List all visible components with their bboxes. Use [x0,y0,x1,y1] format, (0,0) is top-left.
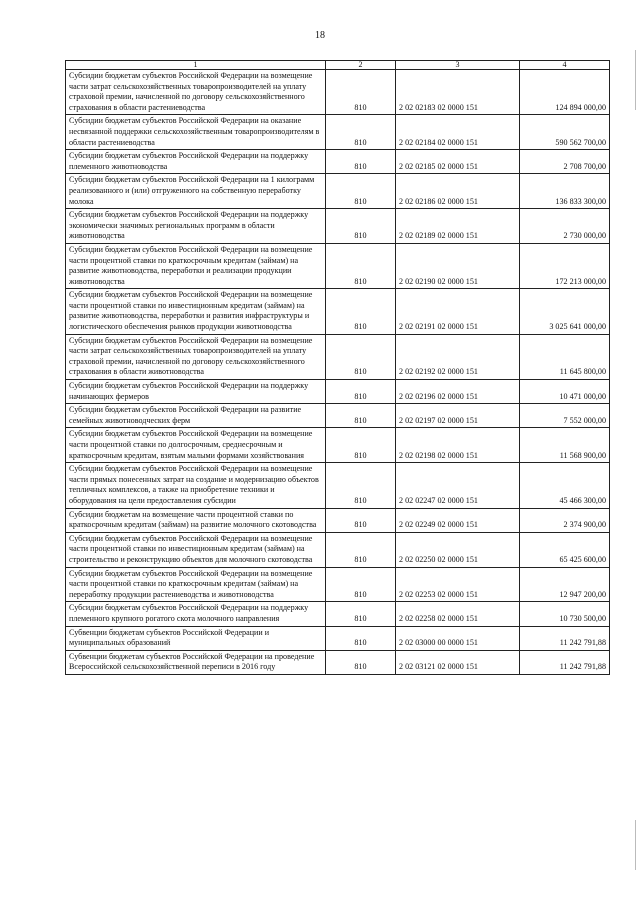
row-amount-cell: 2 730 000,00 [520,209,610,244]
row-budget-code-cell: 2 02 02197 02 0000 151 [396,404,520,428]
margin-scan-mark [635,820,636,870]
row-admin-code-cell: 810 [326,404,396,428]
table-row [66,209,610,244]
row-amount-cell: 172 213 000,00 [520,243,610,288]
table-row [66,70,610,115]
table-row [66,602,610,626]
row-amount-cell: 10 471 000,00 [520,380,610,404]
row-amount-cell: 3 025 641 000,00 [520,289,610,334]
budget-table [65,60,610,675]
row-admin-code-cell: 810 [326,508,396,532]
row-budget-code-cell: 2 02 03121 02 0000 151 [396,650,520,674]
row-amount-cell: 136 833 300,00 [520,174,610,209]
row-budget-code-cell: 2 02 02184 02 0000 151 [396,115,520,150]
table-row [66,626,610,650]
table-row [66,115,610,150]
row-admin-code-cell: 810 [326,289,396,334]
row-name-cell: Субсидии бюджетам субъектов Российской Федерации на возмещение части затрат сельскохозяйственных товаропроизводителей на уплату страховой премии, начисленной по договору сельскохозяйственного страхования в области животноводства [66,334,326,379]
row-admin-code-cell: 810 [326,532,396,567]
row-amount-cell: 11 645 800,00 [520,334,610,379]
table-row [66,380,610,404]
row-name-cell: Субвенции бюджетам субъектов Российской Федерации на проведение Всероссийской сельскохозяйственной переписи в 2016 году [66,650,326,674]
row-budget-code-cell: 2 02 02196 02 0000 151 [396,380,520,404]
row-name-cell: Субсидии бюджетам субъектов Российской Федерации на возмещение части прямых понесенных затрат на создание и модернизацию объектов тепличных комплексов, а также на приобретение техники и оборудования на цели предоставления субсидии [66,463,326,508]
row-budget-code-cell: 2 02 02191 02 0000 151 [396,289,520,334]
row-amount-cell: 12 947 200,00 [520,567,610,602]
row-budget-code-cell: 2 02 02258 02 0000 151 [396,602,520,626]
row-budget-code-cell: 2 02 02192 02 0000 151 [396,334,520,379]
row-budget-code-cell: 2 02 02249 02 0000 151 [396,508,520,532]
table-row [66,404,610,428]
table-body [66,70,610,675]
row-admin-code-cell: 810 [326,115,396,150]
row-name-cell: Субсидии бюджетам субъектов Российской Федерации на развитие семейных животноводческих ферм [66,404,326,428]
row-admin-code-cell: 810 [326,650,396,674]
row-name-cell: Субсидии бюджетам субъектов Российской Федерации на возмещение части процентной ставки по долгосрочным, среднесрочным и краткосрочным кредитам, взятым малыми формами хозяйствования [66,428,326,463]
row-admin-code-cell: 810 [326,70,396,115]
row-name-cell: Субсидии бюджетам субъектов Российской Федерации на возмещение части затрат сельскохозяйственных товаропроизводителей на уплату страховой премии, начисленной по договору сельскохозяйственного страхования в области растениеводства [66,70,326,115]
row-name-cell: Субвенции бюджетам субъектов Российской Федерации и муниципальных образований [66,626,326,650]
row-amount-cell: 2 708 700,00 [520,150,610,174]
column-header: 3 [396,61,520,70]
row-admin-code-cell: 810 [326,380,396,404]
row-amount-cell: 11 242 791,88 [520,650,610,674]
row-budget-code-cell: 2 02 02185 02 0000 151 [396,150,520,174]
row-budget-code-cell: 2 02 02189 02 0000 151 [396,209,520,244]
table-row [66,243,610,288]
column-header: 4 [520,61,610,70]
row-amount-cell: 45 466 300,00 [520,463,610,508]
row-admin-code-cell: 810 [326,463,396,508]
row-budget-code-cell: 2 02 02190 02 0000 151 [396,243,520,288]
table-row [66,150,610,174]
table-row [66,289,610,334]
table-row [66,428,610,463]
row-name-cell: Субсидии бюджетам субъектов Российской Федерации на поддержку племенного животноводства [66,150,326,174]
row-name-cell: Субсидии бюджетам субъектов Российской Федерации на возмещение части процентной ставки по краткосрочным кредитам (займам) на развитие животноводства, переработки и реализации продукции животноводства [66,243,326,288]
row-name-cell: Субсидии бюджетам субъектов Российской Федерации на поддержку экономически значимых региональных программ в области животноводства [66,209,326,244]
table-row [66,508,610,532]
table-row [66,174,610,209]
row-name-cell: Субсидии бюджетам субъектов Российской Федерации на возмещение части процентной ставки по инвестиционным кредитам (займам) на развитие животноводства, переработки и развития инфраструктуры и логистического обеспечения рынков продукции животноводства [66,289,326,334]
row-name-cell: Субсидии бюджетам субъектов Российской Федерации на 1 килограмм реализованного и (или) отгруженного на собственную переработку молока [66,174,326,209]
row-budget-code-cell: 2 02 02253 02 0000 151 [396,567,520,602]
row-admin-code-cell: 810 [326,428,396,463]
row-name-cell: Субсидии бюджетам субъектов Российской Федерации на поддержку начинающих фермеров [66,380,326,404]
row-name-cell: Субсидии бюджетам субъектов Российской Федерации на поддержку племенного крупного рогатого скота молочного направления [66,602,326,626]
row-budget-code-cell: 2 02 02186 02 0000 151 [396,174,520,209]
row-amount-cell: 7 552 000,00 [520,404,610,428]
row-budget-code-cell: 2 02 02247 02 0000 151 [396,463,520,508]
table-row [66,650,610,674]
row-amount-cell: 10 730 500,00 [520,602,610,626]
row-budget-code-cell: 2 02 02198 02 0000 151 [396,428,520,463]
row-amount-cell: 590 562 700,00 [520,115,610,150]
table-row [66,334,610,379]
row-admin-code-cell: 810 [326,602,396,626]
row-name-cell: Субсидии бюджетам на возмещение части процентной ставки по краткосрочным кредитам (займам) на развитие молочного скотоводства [66,508,326,532]
row-admin-code-cell: 810 [326,567,396,602]
row-amount-cell: 2 374 900,00 [520,508,610,532]
row-name-cell: Субсидии бюджетам субъектов Российской Федерации на оказание несвязанной поддержки сельскохозяйственным товаропроизводителям в области растениеводства [66,115,326,150]
row-admin-code-cell: 810 [326,334,396,379]
margin-scan-mark [635,50,636,110]
row-amount-cell: 11 242 791,88 [520,626,610,650]
row-amount-cell: 11 568 900,00 [520,428,610,463]
table-header-row [66,61,610,70]
row-admin-code-cell: 810 [326,174,396,209]
row-amount-cell: 65 425 600,00 [520,532,610,567]
table-row [66,463,610,508]
row-name-cell: Субсидии бюджетам субъектов Российской Федерации на возмещение части процентной ставки по инвестиционным кредитам (займам) на строительство и реконструкцию объектов для молочного скотоводства [66,532,326,567]
table-row [66,532,610,567]
page-number: 18 [315,30,325,41]
column-header: 2 [326,61,396,70]
row-admin-code-cell: 810 [326,626,396,650]
table-row [66,567,610,602]
row-admin-code-cell: 810 [326,150,396,174]
row-amount-cell: 124 894 000,00 [520,70,610,115]
row-budget-code-cell: 2 02 02183 02 0000 151 [396,70,520,115]
column-header: 1 [66,61,326,70]
row-admin-code-cell: 810 [326,209,396,244]
row-admin-code-cell: 810 [326,243,396,288]
row-budget-code-cell: 2 02 02250 02 0000 151 [396,532,520,567]
row-name-cell: Субсидии бюджетам субъектов Российской Федерации на возмещение части процентной ставки по краткосрочным кредитам (займам) на переработку продукции растениеводства и животноводства [66,567,326,602]
row-budget-code-cell: 2 02 03000 00 0000 151 [396,626,520,650]
